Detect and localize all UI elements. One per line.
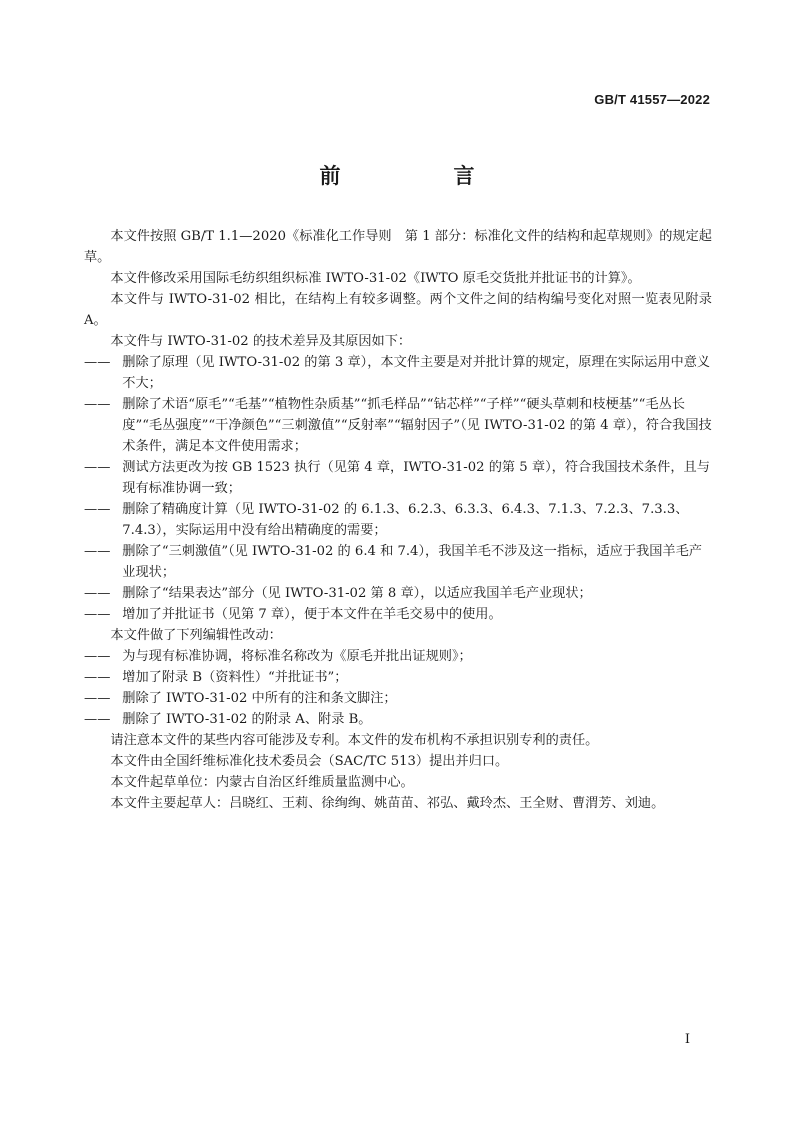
list-item-text: 删除了 IWTO-31-02 中所有的注和条文脚注；: [122, 691, 397, 706]
list-item: [84, 541, 712, 583]
list-item: [84, 394, 712, 457]
document-body: [84, 226, 712, 814]
dash-mark: ——: [84, 502, 111, 517]
list-item-text: 删除了术语“原毛”“毛基”“植物性杂质基”“抓毛样品”“钻芯样”“子样”“硬头草刺和枝梗基”“毛丛长度”“毛丛强度”“干净颜色”“三刺激值”“反射率”“辐射因子”（见 IWTO-31-02 的第 4 章），符合我国技术条件，满足本文件使用需求；: [122, 397, 712, 454]
list-item: [84, 646, 712, 667]
list-item: [84, 667, 712, 688]
paragraph: 请注意本文件的某些内容可能涉及专利。本文件的发布机构不承担识别专利的责任。: [110, 733, 599, 748]
paragraph: 本文件起草单位：内蒙古自治区纤维质量监测中心。: [110, 775, 414, 790]
paragraph: 本文件修改采用国际毛纺织组织标准 IWTO-31-02《IWTO 原毛交货批并批证书的计算》。: [110, 271, 641, 286]
page-title: 前 言: [319, 164, 521, 188]
list-item: [84, 499, 712, 541]
standard-number: GB/T 41557—2022: [594, 92, 710, 107]
page-number: I: [684, 1032, 690, 1047]
list-item: [84, 709, 712, 730]
list-item: [84, 688, 712, 709]
list-item-text: 增加了附录 B（资料性）“并批证书”；: [122, 670, 348, 685]
dash-mark: ——: [84, 712, 111, 727]
paragraph: 本文件与 IWTO-31-02 的技术差异及其原因如下：: [110, 334, 412, 349]
dash-mark: ——: [84, 607, 111, 622]
list-item: [84, 457, 712, 499]
paragraph: 本文件由全国纤维标准化技术委员会（SAC/TC 513）提出并归口。: [110, 754, 509, 769]
dash-mark: ——: [84, 460, 111, 475]
list-item-text: 删除了 IWTO-31-02 的附录 A、附录 B。: [122, 712, 372, 727]
paragraph: 本文件主要起草人：吕晓红、王莉、徐绚绚、姚苗苗、祁弘、戴玲杰、王全财、曹渭芳、刘迪。: [110, 796, 665, 811]
dash-mark: ——: [84, 355, 111, 370]
dash-mark: ——: [84, 649, 111, 664]
dash-mark: ——: [84, 544, 111, 559]
list-item-text: 删除了“三刺激值”（见 IWTO-31-02 的 6.4 和 7.4），我国羊毛不涉及这一指标，适应于我国羊毛产业现状；: [122, 544, 702, 580]
dash-mark: ——: [84, 586, 111, 601]
list-item-text: 删除了精确度计算（见 IWTO-31-02 的 6.1.3、6.2.3、6.3.3、6.4.3、7.1.3、7.2.3、7.3.3、7.4.3），实际运用中没有给出精确度的需要；: [122, 502, 689, 538]
paragraph: 本文件与 IWTO-31-02 相比，在结构上有较多调整。两个文件之间的结构编号变化对照一览表见附录 A。: [84, 292, 712, 328]
paragraph: 本文件做了下列编辑性改动：: [110, 628, 282, 643]
list-item: [84, 583, 712, 604]
list-item-text: 测试方法更改为按 GB 1523 执行（见第 4 章，IWTO-31-02 的第 5 章），符合我国技术条件，且与现有标准协调一致；: [122, 460, 710, 496]
dash-mark: ——: [84, 670, 111, 685]
dash-mark: ——: [84, 397, 111, 412]
list-item-text: 删除了原理（见 IWTO-31-02 的第 3 章），本文件主要是对并批计算的规定，原理在实际运用中意义不大；: [122, 355, 711, 391]
list-item: [84, 352, 712, 394]
list-item: [84, 604, 712, 625]
list-item-text: 增加了并批证书（见第 7 章），便于本文件在羊毛交易中的使用。: [122, 607, 502, 622]
paragraph: 本文件按照 GB/T 1.1—2020《标准化工作导则 第 1 部分：标准化文件的结构和起草规则》的规定起草。: [84, 229, 712, 265]
list-item-text: 删除了“结果表达”部分（见 IWTO-31-02 第 8 章），以适应我国羊毛产业现状；: [122, 586, 592, 601]
list-item-text: 为与现有标准协调，将标准名称改为《原毛并批出证规则》；: [122, 649, 472, 664]
dash-mark: ——: [84, 691, 111, 706]
